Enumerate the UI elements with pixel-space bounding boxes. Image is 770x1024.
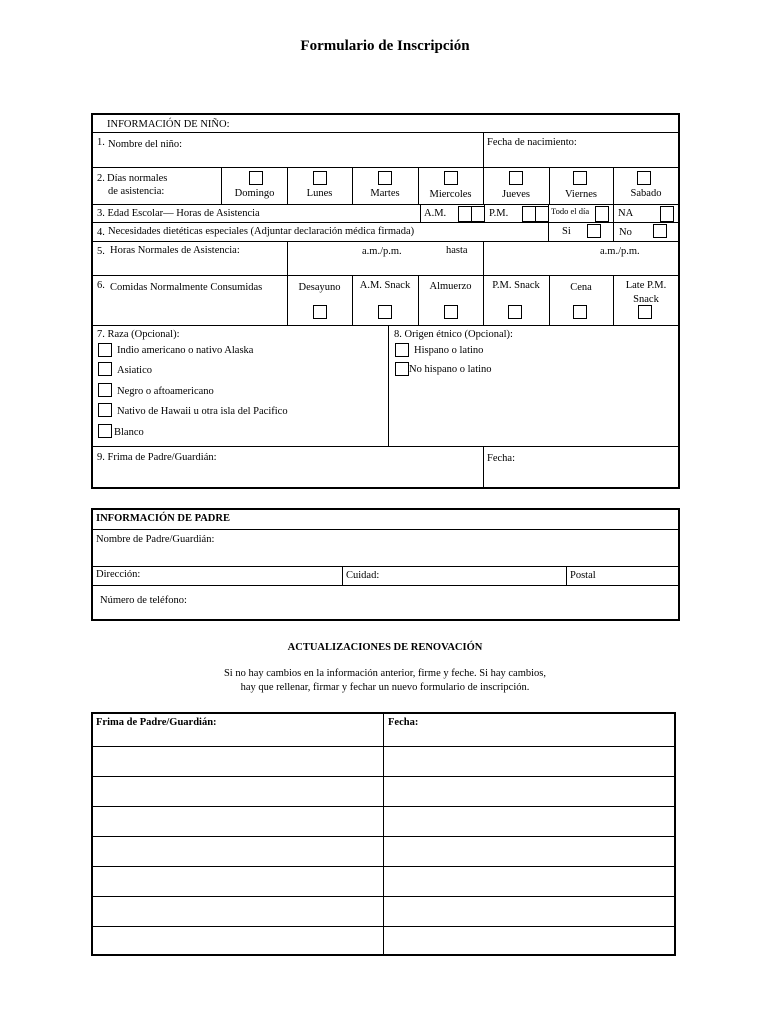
- hours-number: 5.: [97, 246, 105, 257]
- race-asian-checkbox[interactable]: [98, 362, 112, 376]
- race-native-american-checkbox[interactable]: [98, 343, 112, 357]
- meal-label-breakfast: Desayuno: [298, 282, 341, 293]
- race-pacific-checkbox[interactable]: [98, 403, 112, 417]
- child-name-number: 1.: [97, 137, 105, 148]
- renewal-signature-field[interactable]: [93, 838, 381, 865]
- renewal-date-field[interactable]: [385, 808, 674, 835]
- phone-label: Número de teléfono:: [100, 595, 187, 606]
- parent-info-header: INFORMACIÓN DE PADRE: [96, 513, 230, 524]
- hasta-label: hasta: [446, 245, 468, 256]
- meal-label-late-snack-2: Snack: [633, 294, 659, 305]
- monday-checkbox[interactable]: [313, 171, 327, 185]
- city-field[interactable]: [386, 568, 564, 584]
- race-asian-label: Asiatico: [117, 365, 152, 376]
- meal-label-lunch: Almuerzo: [429, 281, 472, 292]
- meals-label: Comidas Normalmente Consumidas: [110, 282, 263, 293]
- child-signature-field[interactable]: [93, 466, 481, 486]
- diet-no-label: No: [619, 227, 632, 238]
- days-label-line2: de asistencia:: [108, 186, 165, 197]
- day-label-wednesday: Miercoles: [429, 189, 472, 200]
- race-white-checkbox[interactable]: [98, 424, 112, 438]
- renewal-date-field[interactable]: [385, 838, 674, 865]
- meal-label-dinner: Cena: [570, 282, 592, 293]
- ampm-start-label: a.m./p.m.: [362, 246, 402, 257]
- renewal-text-line2: hay que rellenar, firmar y fechar un nuevo formulario de inscripción.: [240, 682, 530, 693]
- pm-checkbox[interactable]: [522, 206, 536, 222]
- renewal-text-line1: Si no hay cambios en la información anterior, firme y feche. Si hay cambios,: [223, 668, 547, 679]
- diet-no-checkbox[interactable]: [653, 224, 667, 238]
- page-title: Formulario de Inscripción: [300, 38, 470, 54]
- birth-date-label: Fecha de nacimiento:: [487, 137, 577, 148]
- renewal-date-field[interactable]: [385, 898, 674, 925]
- pm-checkbox-2[interactable]: [535, 206, 549, 222]
- race-pacific-label: Nativo de Hawaii u otra isla del Pacifico: [117, 406, 288, 417]
- sunday-checkbox[interactable]: [249, 171, 263, 185]
- day-label-sunday: Domingo: [234, 188, 275, 199]
- late-snack-checkbox[interactable]: [638, 305, 652, 319]
- child-info-header: INFORMACIÓN DE NIÑO:: [107, 119, 230, 130]
- renewal-date-field[interactable]: [385, 868, 674, 895]
- ethnic-non-hispanic-checkbox[interactable]: [395, 362, 409, 376]
- child-name-label: Nombre del niño:: [108, 139, 183, 150]
- city-label: Cuidad:: [346, 570, 380, 581]
- diet-yes-checkbox[interactable]: [587, 224, 601, 238]
- diet-number: 4.: [97, 227, 105, 238]
- race-black-checkbox[interactable]: [98, 383, 112, 397]
- na-checkbox[interactable]: [660, 206, 674, 222]
- pm-label: P.M.: [489, 208, 509, 219]
- race-white-label: Blanco: [114, 427, 144, 438]
- hours-start-field[interactable]: [289, 258, 439, 274]
- dinner-checkbox[interactable]: [573, 305, 587, 319]
- diet-yes-label: Si: [562, 226, 571, 237]
- renewal-date-field[interactable]: [385, 778, 674, 805]
- day-label-friday: Viernes: [564, 189, 598, 200]
- meal-label-am-snack: A.M. Snack: [359, 280, 411, 291]
- friday-checkbox[interactable]: [573, 171, 587, 185]
- child-info-section: [91, 113, 680, 489]
- days-number: 2.: [97, 173, 105, 184]
- child-signature-label: 9. Frima de Padre/Guardián:: [97, 452, 217, 463]
- am-label: A.M.: [424, 208, 447, 219]
- pm-snack-checkbox[interactable]: [508, 305, 522, 319]
- day-label-saturday: Sabado: [630, 188, 662, 199]
- renewal-date-field[interactable]: [385, 928, 674, 954]
- postal-field[interactable]: [600, 568, 678, 584]
- renewal-date-field[interactable]: [385, 748, 674, 775]
- ethnic-hispanic-checkbox[interactable]: [395, 343, 409, 357]
- na-label: NA: [618, 208, 634, 219]
- address-label: Dirección:: [96, 569, 141, 580]
- renewal-header: ACTUALIZACIONES DE RENOVACIÓN: [287, 642, 483, 653]
- postal-label: Postal: [570, 570, 596, 581]
- renewal-signature-field[interactable]: [93, 928, 381, 954]
- school-age-label: 3. Edad Escolar— Horas de Asistencia: [97, 208, 260, 219]
- race-native-american-label: Indio americano o nativo Alaska: [117, 345, 254, 356]
- renewal-signature-column: Frima de Padre/Guardián:: [96, 717, 217, 728]
- address-field[interactable]: [145, 568, 340, 584]
- meals-number: 6.: [97, 280, 105, 291]
- ethnic-non-hispanic-label: No hispano o latino: [409, 364, 492, 375]
- renewal-date-column: Fecha:: [388, 717, 419, 728]
- saturday-checkbox[interactable]: [637, 171, 651, 185]
- all-day-checkbox[interactable]: [595, 206, 609, 222]
- am-checkbox-2[interactable]: [471, 206, 485, 222]
- child-date-label: Fecha:: [487, 453, 515, 464]
- ethnic-label: 8. Origen étnico (Opcional):: [394, 329, 513, 340]
- thursday-checkbox[interactable]: [509, 171, 523, 185]
- meal-label-late-snack-1: Late P.M.: [625, 280, 667, 291]
- breakfast-checkbox[interactable]: [313, 305, 327, 319]
- ampm-end-label: a.m./p.m.: [600, 246, 640, 257]
- renewal-signature-field[interactable]: [93, 748, 381, 775]
- child-name-field[interactable]: [93, 152, 481, 166]
- days-label-line1: Días normales: [107, 173, 168, 184]
- ethnic-hispanic-label: Hispano o latino: [414, 345, 484, 356]
- meal-label-pm-snack: P.M. Snack: [492, 280, 540, 291]
- race-label: 7. Raza (Opcional):: [97, 329, 180, 340]
- all-day-label: Todo el día: [551, 206, 590, 216]
- renewal-signature-field[interactable]: [93, 868, 381, 895]
- race-black-label: Negro o aftoamericano: [117, 386, 214, 397]
- renewal-signature-field[interactable]: [93, 898, 381, 925]
- renewal-signature-field[interactable]: [93, 808, 381, 835]
- parent-name-label: Nombre de Padre/Guardián:: [96, 534, 215, 545]
- am-snack-checkbox[interactable]: [378, 305, 392, 319]
- birth-date-field[interactable]: [485, 152, 678, 166]
- day-label-monday: Lunes: [306, 188, 333, 199]
- day-label-thursday: Jueves: [502, 189, 530, 200]
- am-checkbox[interactable]: [458, 206, 472, 222]
- hours-end-field[interactable]: [485, 258, 678, 274]
- diet-label: Necesidades dietéticas especiales (Adjuntar declaración médica firmada): [108, 226, 415, 237]
- child-date-field[interactable]: [485, 466, 678, 486]
- renewal-signature-field[interactable]: [93, 778, 381, 805]
- phone-field[interactable]: [200, 588, 678, 618]
- tuesday-checkbox[interactable]: [378, 171, 392, 185]
- wednesday-checkbox[interactable]: [444, 171, 458, 185]
- parent-name-field[interactable]: [93, 547, 678, 565]
- hours-label: Horas Normales de Asistencia:: [110, 245, 240, 256]
- lunch-checkbox[interactable]: [444, 305, 458, 319]
- day-label-tuesday: Martes: [370, 188, 400, 199]
